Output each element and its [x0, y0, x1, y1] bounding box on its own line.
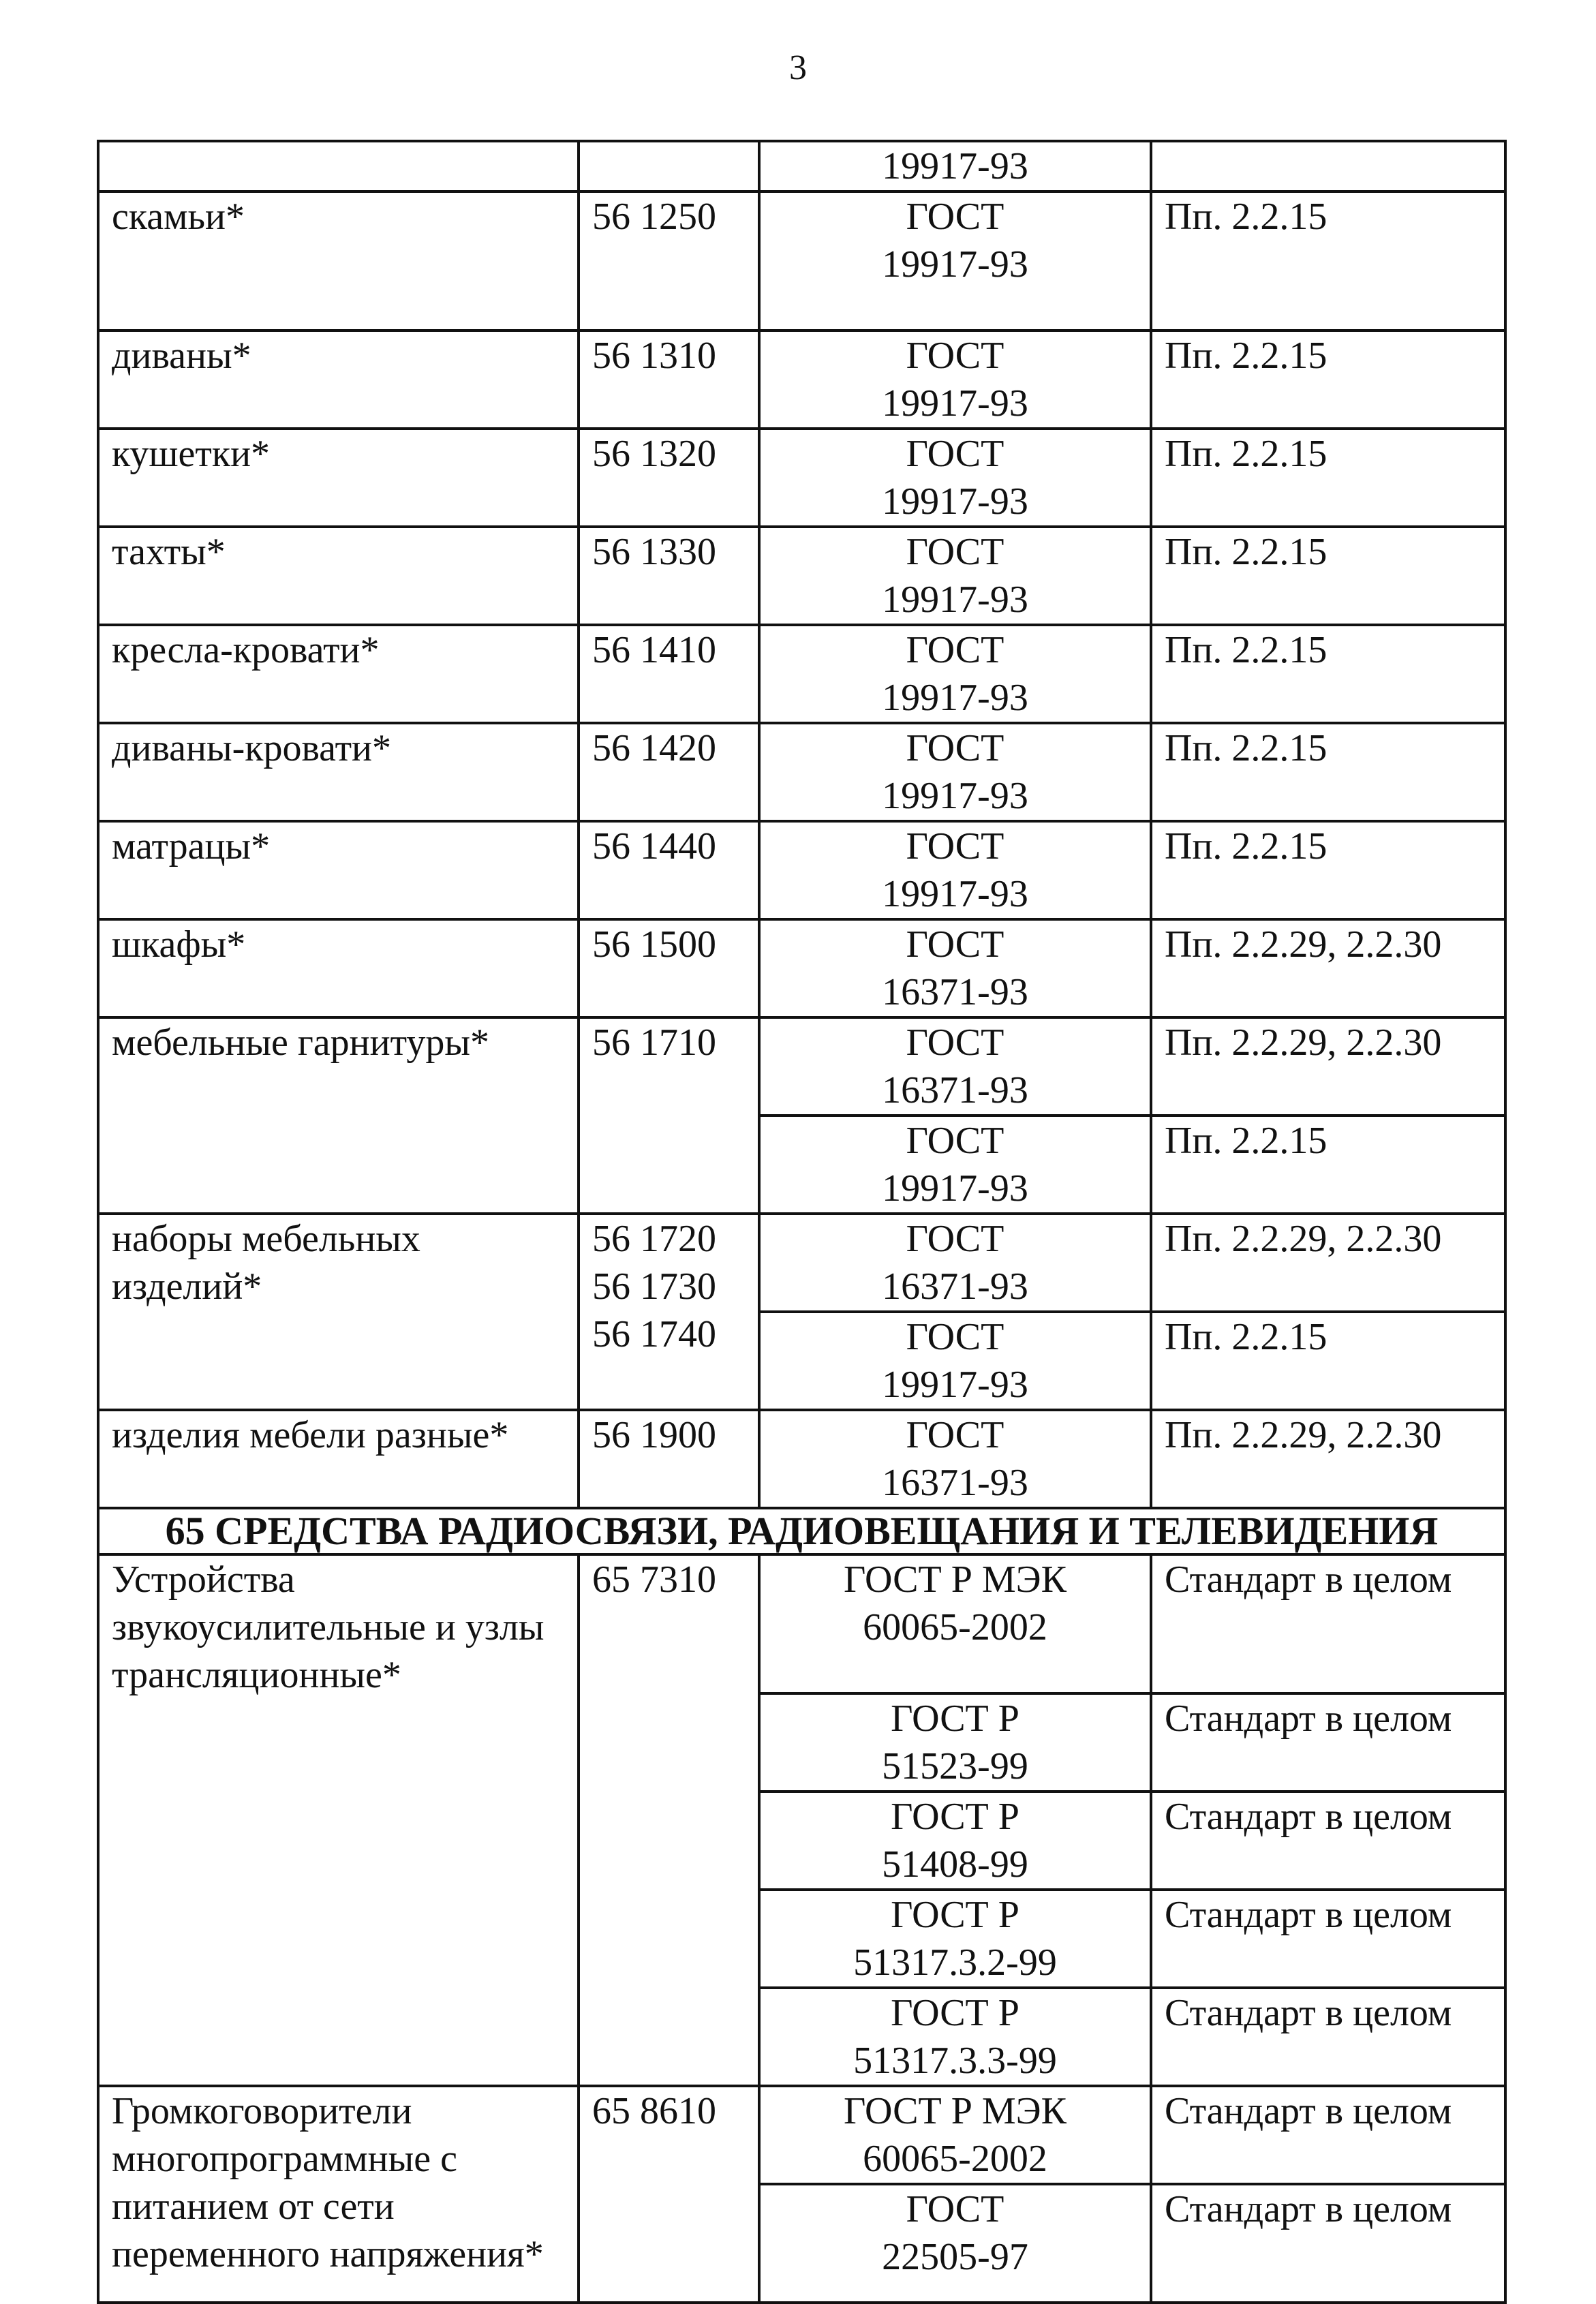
requirement-cell: Пп. 2.2.15 [1151, 527, 1505, 625]
standard-type: ГОСТ Р МЭК [844, 1558, 1066, 1601]
requirement-cell: Пп. 2.2.15 [1151, 331, 1505, 429]
product-code-cell: 56 1410 [579, 625, 759, 723]
standard-cell [759, 1988, 1151, 2086]
standard-type: ГОСТ [906, 1414, 1004, 1456]
product-name-line: изделий* [112, 1265, 262, 1308]
requirement-cell: Стандарт в целом [1151, 1554, 1505, 1693]
product-name-cell [98, 1554, 579, 2086]
standard-cell [759, 1116, 1151, 1214]
table-row [98, 331, 1505, 429]
table-row [98, 141, 1505, 191]
requirement-cell: Пп. 2.2.15 [1151, 723, 1505, 821]
standard-number: 51408-99 [882, 1843, 1028, 1886]
requirement-cell: Пп. 2.2.15 [1151, 1312, 1505, 1410]
standard-number: 22505-97 [882, 2236, 1028, 2278]
standard-cell [759, 1554, 1151, 1693]
product-code-cell: 56 1440 [579, 821, 759, 919]
standard-cell [759, 723, 1151, 821]
product-name-line: многопрограммные с [112, 2138, 457, 2180]
product-name-line: питанием от сети [112, 2185, 395, 2228]
table-row [98, 1410, 1505, 1508]
product-code-line: 56 1730 [592, 1265, 716, 1308]
product-name-cell: матрацы* [98, 821, 579, 919]
standard-cell [759, 1214, 1151, 1312]
standard-number: 16371-93 [882, 1265, 1028, 1308]
standard-number: 51523-99 [882, 1745, 1028, 1787]
product-name-line: Устройства [112, 1558, 295, 1601]
standard-cell [759, 429, 1151, 527]
standard-type: ГОСТ Р [891, 1992, 1019, 2034]
standard-number: 19917-93 [882, 677, 1028, 719]
product-code-cell: 56 1320 [579, 429, 759, 527]
standard-type: ГОСТ Р МЭК [844, 2090, 1066, 2132]
product-name-cell: мебельные гарнитуры* [98, 1017, 579, 1214]
product-code-line: 56 1720 [592, 1218, 716, 1260]
standard-number: 19917-93 [882, 145, 1028, 187]
table-row [98, 919, 1505, 1017]
table-row [98, 1017, 1505, 1116]
product-code-cell: 65 8610 [579, 2086, 759, 2303]
product-code-cell [579, 1214, 759, 1410]
table-row [98, 191, 1505, 331]
standard-type: ГОСТ [906, 2188, 1004, 2230]
standard-type: ГОСТ [906, 825, 1004, 867]
table-row [98, 1554, 1505, 1693]
section-heading: 65 СРЕДСТВА РАДИОСВЯЗИ, РАДИОВЕЩАНИЯ И ТЕЛЕВИДЕНИЯ [98, 1508, 1505, 1554]
product-name-cell: кушетки* [98, 429, 579, 527]
requirement-cell: Стандарт в целом [1151, 1988, 1505, 2086]
requirement-cell: Стандарт в целом [1151, 2086, 1505, 2184]
table-row [98, 2086, 1505, 2184]
product-name-cell [98, 1214, 579, 1410]
standard-type: ГОСТ [906, 1120, 1004, 1162]
product-code-cell [579, 141, 759, 191]
standard-number: 19917-93 [882, 579, 1028, 621]
requirement-cell: Пп. 2.2.29, 2.2.30 [1151, 1017, 1505, 1116]
section-heading-row [98, 1508, 1505, 1554]
product-name-line: трансляционные* [112, 1654, 401, 1696]
requirement-cell: Стандарт в целом [1151, 2184, 1505, 2303]
product-name-cell: диваны* [98, 331, 579, 429]
requirement-cell: Пп. 2.2.29, 2.2.30 [1151, 1214, 1505, 1312]
table-row [98, 527, 1505, 625]
standard-number: 16371-93 [882, 1462, 1028, 1504]
standard-number: 19917-93 [882, 1364, 1028, 1406]
product-code-line: 56 1740 [592, 1313, 716, 1355]
standard-number: 19917-93 [882, 243, 1028, 286]
standard-number: 19917-93 [882, 382, 1028, 425]
standard-number: 60065-2002 [863, 2138, 1047, 2180]
table-row [98, 821, 1505, 919]
requirement-cell: Стандарт в целом [1151, 1693, 1505, 1792]
requirement-cell [1151, 141, 1505, 191]
product-name-line: наборы мебельных [112, 1218, 420, 1260]
standard-type: ГОСТ [906, 531, 1004, 573]
standard-type: ГОСТ [906, 433, 1004, 475]
standard-number: 19917-93 [882, 480, 1028, 523]
standard-type: ГОСТ [906, 1218, 1004, 1260]
requirement-cell: Пп. 2.2.15 [1151, 191, 1505, 331]
standard-cell [759, 2184, 1151, 2303]
product-name-cell: шкафы* [98, 919, 579, 1017]
standard-type: ГОСТ Р [891, 1894, 1019, 1936]
standard-type: ГОСТ [906, 1022, 1004, 1064]
product-name-line: переменного напряжения* [112, 2233, 544, 2275]
standard-cell [759, 1017, 1151, 1116]
standard-type: ГОСТ [906, 923, 1004, 966]
standard-cell [759, 2086, 1151, 2184]
page-number: 3 [789, 48, 807, 87]
table-row [98, 1214, 1505, 1312]
requirement-cell: Пп. 2.2.29, 2.2.30 [1151, 919, 1505, 1017]
product-name-line: Громкоговорители [112, 2090, 412, 2132]
product-code-cell: 56 1900 [579, 1410, 759, 1508]
standard-type: ГОСТ [906, 1316, 1004, 1358]
product-name-cell: изделия мебели разные* [98, 1410, 579, 1508]
standard-cell [759, 821, 1151, 919]
product-name-cell: скамьи* [98, 191, 579, 331]
standard-cell [759, 919, 1151, 1017]
product-name-cell: диваны-кровати* [98, 723, 579, 821]
standard-type: ГОСТ [906, 335, 1004, 377]
standard-number: 51317.3.3-99 [853, 2040, 1057, 2082]
standard-type: ГОСТ Р [891, 1796, 1019, 1838]
standard-type: ГОСТ Р [891, 1698, 1019, 1740]
standard-type: ГОСТ [906, 727, 1004, 769]
product-name-line: звукоусилительные и узлы [112, 1606, 544, 1648]
product-name-cell [98, 141, 579, 191]
table-row [98, 723, 1505, 821]
product-code-cell: 56 1710 [579, 1017, 759, 1214]
product-code-cell: 56 1310 [579, 331, 759, 429]
standard-type: ГОСТ [906, 629, 1004, 671]
requirement-cell: Пп. 2.2.15 [1151, 429, 1505, 527]
requirement-cell: Пп. 2.2.15 [1151, 1116, 1505, 1214]
standard-cell [759, 191, 1151, 331]
requirement-cell: Пп. 2.2.29, 2.2.30 [1151, 1410, 1505, 1508]
product-code-cell: 65 7310 [579, 1554, 759, 2086]
product-code-cell: 56 1250 [579, 191, 759, 331]
standard-cell [759, 527, 1151, 625]
requirement-cell: Пп. 2.2.15 [1151, 821, 1505, 919]
standard-cell [759, 331, 1151, 429]
standard-number: 19917-93 [882, 873, 1028, 915]
product-name-cell [98, 2086, 579, 2303]
standard-cell [759, 1890, 1151, 1988]
requirement-cell: Пп. 2.2.15 [1151, 625, 1505, 723]
standard-cell [759, 625, 1151, 723]
product-code-cell: 56 1500 [579, 919, 759, 1017]
standard-number: 19917-93 [882, 775, 1028, 817]
standard-cell [759, 1312, 1151, 1410]
table-row [98, 429, 1505, 527]
standard-cell [759, 1792, 1151, 1890]
standard-type: ГОСТ [906, 196, 1004, 238]
standard-cell [759, 1693, 1151, 1792]
requirement-cell: Стандарт в целом [1151, 1792, 1505, 1890]
standard-cell [759, 141, 1151, 191]
standard-number: 16371-93 [882, 1069, 1028, 1111]
product-name-cell: тахты* [98, 527, 579, 625]
standard-cell [759, 1410, 1151, 1508]
standard-number: 60065-2002 [863, 1606, 1047, 1648]
standard-number: 16371-93 [882, 971, 1028, 1013]
product-code-cell: 56 1330 [579, 527, 759, 625]
requirement-cell: Стандарт в целом [1151, 1890, 1505, 1988]
standard-number: 19917-93 [882, 1167, 1028, 1210]
table-row [98, 625, 1505, 723]
certification-table [97, 140, 1507, 2304]
standard-number: 51317.3.2-99 [853, 1941, 1057, 1984]
product-name-cell: кресла-кровати* [98, 625, 579, 723]
product-code-cell: 56 1420 [579, 723, 759, 821]
